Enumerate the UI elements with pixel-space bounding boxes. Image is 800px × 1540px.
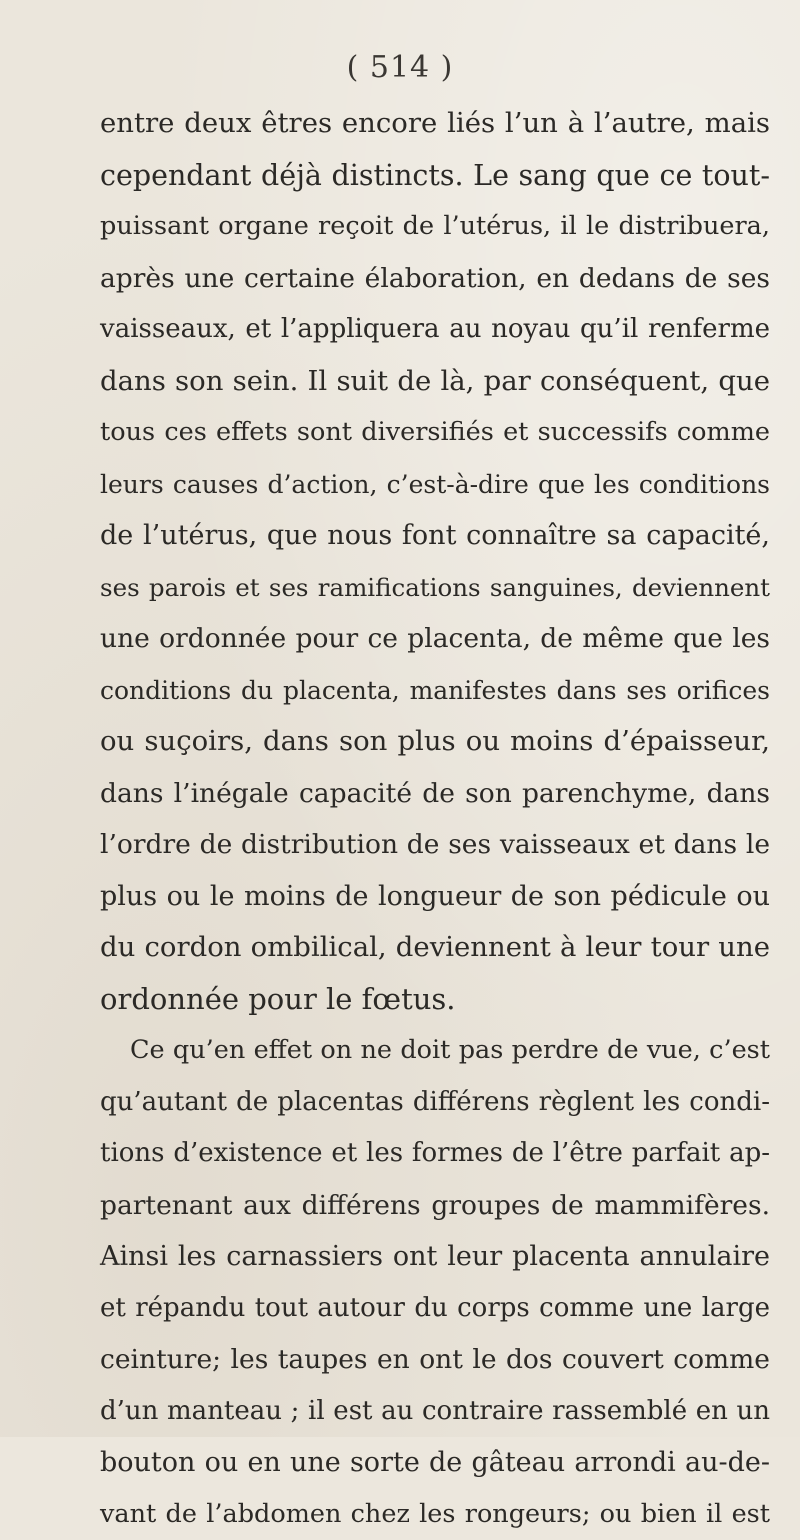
body-text	[100, 98, 770, 1540]
text-line: ses parois et ses ramifications sanguines, deviennent	[100, 562, 770, 614]
text-line: tous ces effets sont diversifiés et successifs comme	[100, 407, 770, 459]
text-line: vaisseaux, et l’appliquera au noyau qu’il renferme	[100, 304, 770, 356]
text-line: après une certaine élaboration, en dedans de ses	[100, 253, 770, 305]
text-line: bouton ou en une sorte de gâteau arrondi au-de-	[100, 1437, 770, 1489]
text-line: cependant déjà distincts. Le sang que ce tout-	[100, 150, 770, 202]
text-line: et répandu tout autour du corps comme une large	[100, 1283, 770, 1335]
paragraph-1	[100, 98, 770, 1025]
text-line: d’un manteau ; il est au contraire rassemblé en un	[100, 1386, 770, 1438]
paragraph-2	[100, 1025, 770, 1540]
text-line: conditions du placenta, manifestes dans ses orifices	[100, 665, 770, 717]
text-line: ou suçoirs, dans son plus ou moins d’épaisseur,	[100, 716, 770, 768]
page-number: ( 514 )	[0, 50, 800, 85]
text-line: Ainsi les carnassiers ont leur placenta annulaire	[100, 1231, 770, 1283]
text-line: de l’utérus, que nous font connaître sa capacité,	[100, 510, 770, 562]
text-line: plus ou le moins de longueur de son pédicule ou	[100, 871, 770, 923]
text-line: entre deux êtres encore liés l’un à l’autre, mais	[100, 98, 770, 150]
text-line: leurs causes d’action, c’est-à-dire que les conditions	[100, 459, 770, 511]
text-line: l’ordre de distribution de ses vaisseaux et dans le	[100, 819, 770, 871]
text-line: Ce qu’en effet on ne doit pas perdre de vue, c’est	[100, 1025, 770, 1077]
text-line: tions d’existence et les formes de l’être parfait ap-	[100, 1128, 770, 1180]
text-line: partenant aux différens groupes de mammifères.	[100, 1180, 770, 1232]
text-line: ceinture; les taupes en ont le dos couvert comme	[100, 1334, 770, 1386]
text-line: vant de l’abdomen chez les rongeurs; ou bien il est	[100, 1489, 770, 1540]
text-line: dans l’inégale capacité de son parenchyme, dans	[100, 768, 770, 820]
text-line: ordonnée pour le fœtus.	[100, 974, 770, 1026]
text-line: une ordonnée pour ce placenta, de même que les	[100, 613, 770, 665]
text-line: qu’autant de placentas différens règlent les condi-	[100, 1077, 770, 1129]
text-line: du cordon ombilical, deviennent à leur tour une	[100, 922, 770, 974]
text-line: puissant organe reçoit de l’utérus, il le distribuera,	[100, 201, 770, 253]
text-line: dans son sein. Il suit de là, par conséquent, que	[100, 356, 770, 408]
